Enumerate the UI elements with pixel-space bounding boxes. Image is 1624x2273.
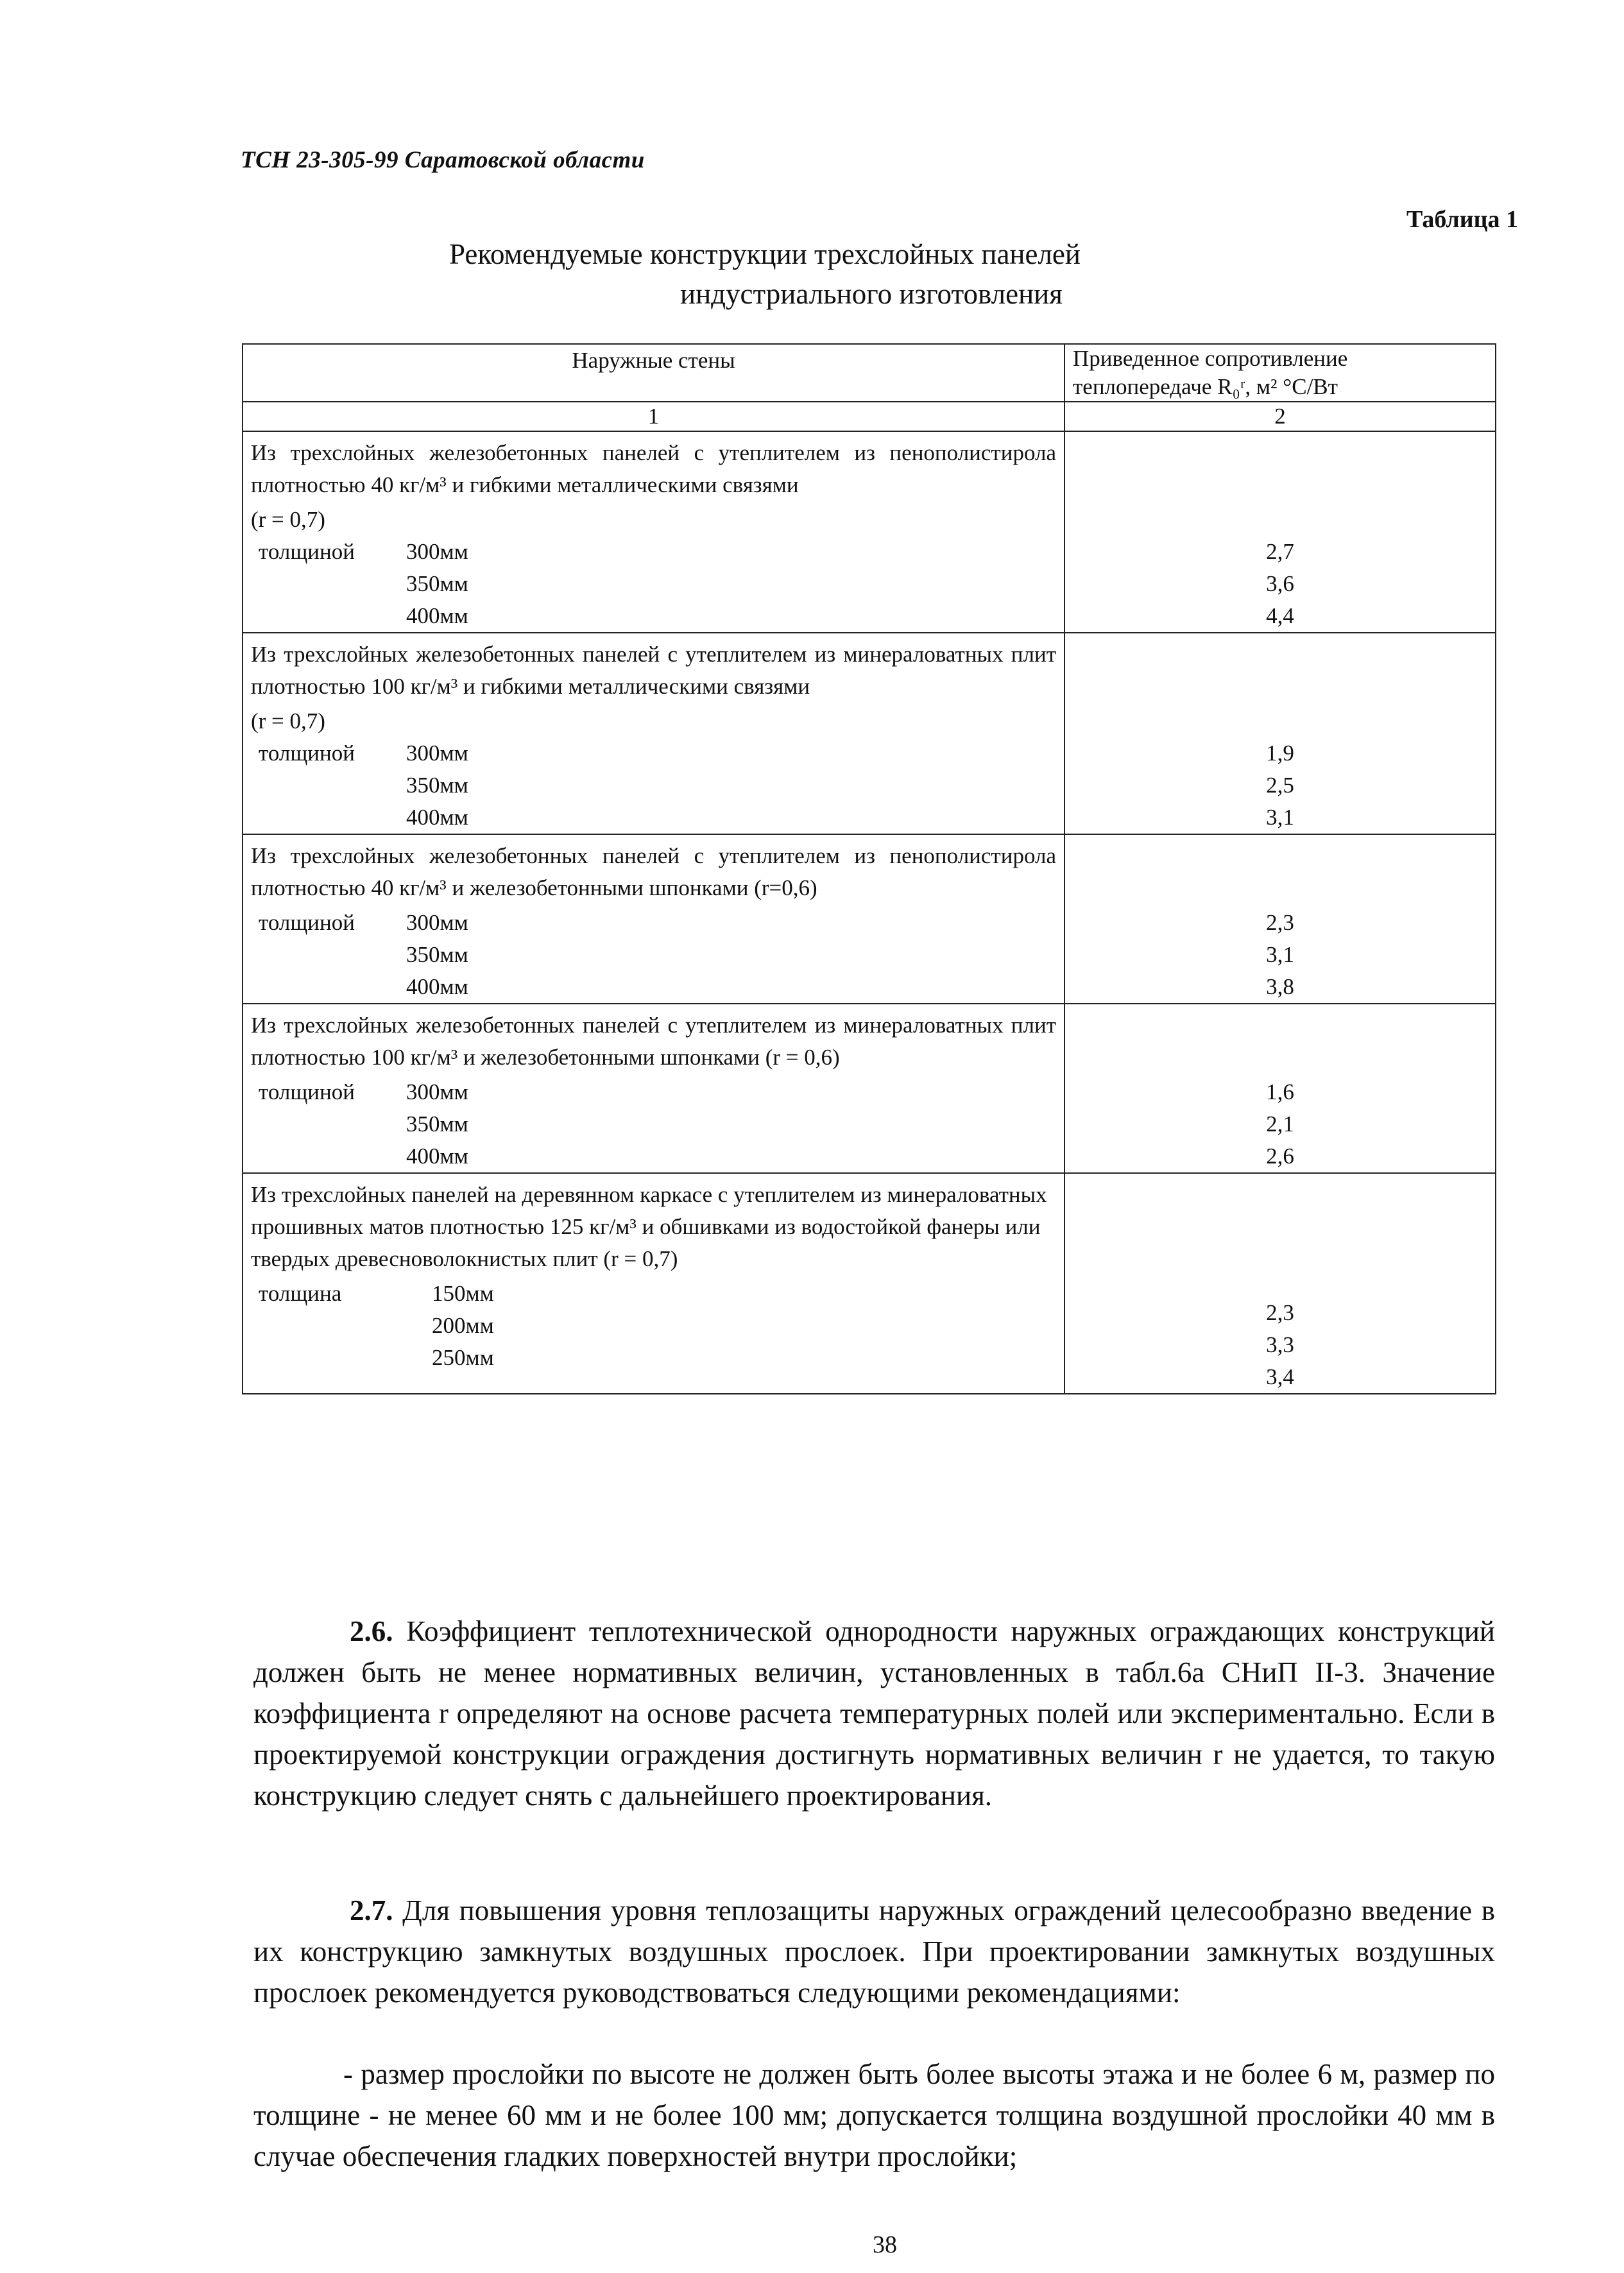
row-description-cell: [243, 633, 1064, 834]
row-description-cell: [243, 1004, 1064, 1173]
table-title-line2: индустриального изготовления: [680, 278, 1063, 310]
col2-header-line2: теплопередаче R₀ʳ, м² °С/Вт: [1073, 374, 1338, 399]
col1-header: Наружные стены: [243, 344, 1064, 402]
table-title-line1: Рекомендуемые конструкции трехслойных панелей: [449, 238, 1081, 270]
resistance-value: 3,1: [1266, 805, 1294, 830]
resistance-value: 2,3: [1266, 1300, 1294, 1325]
thickness-size: 350мм: [406, 571, 468, 596]
row-thickness: [251, 536, 1056, 632]
thickness-size: 350мм: [406, 1111, 468, 1136]
resistance-value: 2,6: [1266, 1144, 1294, 1169]
thickness-label: толщиной: [259, 539, 355, 564]
document-header: ТСН 23-305-99 Саратовской области: [241, 147, 645, 173]
table-title: [449, 234, 1347, 314]
paragraph-2-6: [253, 1611, 1495, 1816]
paragraph-text: Для повышения уровня теплозащиты наружных ограждений целесообразно введение в их конструкцию замкнутых воздушных прослоек. При проектировании замкнутых воздушных прослоек рекомендуется руководствоваться следующими рекомендациями:: [253, 1894, 1496, 2009]
row-description: Из трехслойных железобетонных панелей с утеплителем из минераловатных плит плотностью 100 кг/м³ и гибкими металлическими связями: [251, 642, 1056, 699]
table-number: Таблица 1: [1406, 206, 1518, 233]
thickness-size: 150мм: [432, 1281, 494, 1306]
thickness-size: 400мм: [406, 974, 468, 999]
row-description-cell: [243, 431, 1064, 633]
thickness-size: 400мм: [406, 1144, 468, 1169]
thickness-size: 200мм: [432, 1313, 494, 1338]
resistance-value: 2,5: [1266, 773, 1294, 798]
row-description: Из трехслойных панелей на деревянном каркасе с утеплителем из минераловатных прошивных матов плотностью 125 кг/м³ и обшивками из водостойкой фанеры или твердых древесноволокнистых плит (r = 0,7): [251, 1182, 1047, 1271]
column-numbers-row: [243, 402, 1496, 431]
resistance-value: 2,3: [1266, 910, 1294, 935]
thickness-size: 300мм: [406, 1079, 468, 1104]
row-values-cell: [1064, 834, 1496, 1004]
row-coefficient: (r = 0,7): [251, 507, 325, 532]
row-description-cell: [243, 1173, 1064, 1394]
row-coefficient: (r = 0,7): [251, 708, 325, 733]
row-thickness: [251, 1076, 1056, 1172]
row-values-cell: [1064, 1173, 1496, 1394]
row-description: Из трехслойных железобетонных панелей с утеплителем из минераловатных плит плотностью 100 кг/м³ и железобетонными шпонками (r = 0,6): [251, 1013, 1056, 1070]
col2-header: [1064, 344, 1496, 402]
paragraph-bullet: - размер прослойки по высоте не должен быть более высоты этажа и не более 6 м, размер по толщине - не менее 60 мм и не более 100 мм; допускается толщина воздушной прослойки 40 мм в случае обеспечения гладких поверхностей внутри прослойки;: [253, 2058, 1495, 2172]
thickness-label: толщиной: [259, 741, 355, 766]
paragraph-number: 2.7.: [350, 1894, 393, 1926]
resistance-value: 2,7: [1266, 539, 1294, 564]
thickness-size: 350мм: [406, 773, 468, 798]
thickness-size: 300мм: [406, 741, 468, 766]
row-description: Из трехслойных железобетонных панелей с утеплителем из пенополистирола плотностью 40 кг/м³ и гибкими металлическими связями: [251, 440, 1056, 497]
paragraph-2-7: [253, 1890, 1495, 2013]
paragraph-number: 2.6.: [350, 1615, 393, 1647]
table-row: [243, 431, 1496, 633]
row-values-cell: [1064, 633, 1496, 834]
row-values-cell: [1064, 431, 1496, 633]
row-description-cell: [243, 834, 1064, 1004]
thickness-label: толщиной: [259, 910, 355, 935]
paragraph-text: Коэффициент теплотехнической однородности наружных ограждающих конструкций должен быть не менее нормативных величин, установленных в табл.6а СНиП II-3. Значение коэффициента r определяют на основе расчета температурных полей или экспериментально. Если в проектируемой конструкции ограждения достигнуть нормативных величин r не удается, то такую конструкцию следует снять с дальнейшего проектирования.: [253, 1615, 1495, 1812]
thickness-label: толщиной: [259, 1079, 355, 1104]
resistance-value: 3,1: [1266, 942, 1294, 967]
table-row: [243, 1004, 1496, 1173]
resistance-value: 3,4: [1266, 1364, 1294, 1389]
resistance-value: 1,9: [1266, 741, 1294, 766]
resistance-value: 2,1: [1266, 1111, 1294, 1136]
col2-header-line1: Приведенное сопротивление: [1073, 346, 1348, 371]
table-row: [243, 1173, 1496, 1394]
resistance-value: 4,4: [1266, 603, 1294, 628]
resistance-value: 3,6: [1266, 571, 1294, 596]
col1-number: 1: [243, 402, 1064, 431]
col2-number: 2: [1064, 402, 1496, 431]
thickness-label: толщина: [259, 1281, 342, 1306]
table-row: [243, 633, 1496, 834]
construction-table: [242, 343, 1496, 1394]
row-values-cell: [1064, 1004, 1496, 1173]
thickness-size: 300мм: [406, 910, 468, 935]
resistance-value: 3,3: [1266, 1332, 1294, 1357]
row-thickness: [251, 907, 1056, 1003]
table-row: [243, 834, 1496, 1004]
thickness-size: 400мм: [406, 603, 468, 628]
thickness-size: 250мм: [432, 1345, 494, 1370]
row-thickness: [251, 1278, 1056, 1374]
row-thickness: [251, 737, 1056, 834]
page-number: 38: [873, 2231, 897, 2258]
resistance-value: 3,8: [1266, 974, 1294, 999]
thickness-size: 350мм: [406, 942, 468, 967]
thickness-size: 400мм: [406, 805, 468, 830]
resistance-value: 1,6: [1266, 1079, 1294, 1104]
table-header-row: [243, 344, 1496, 402]
row-description: Из трехслойных железобетонных панелей с утеплителем из пенополистирола плотностью 40 кг/м³ и железобетонными шпонками (r=0,6): [251, 843, 1056, 900]
thickness-size: 300мм: [406, 539, 468, 564]
